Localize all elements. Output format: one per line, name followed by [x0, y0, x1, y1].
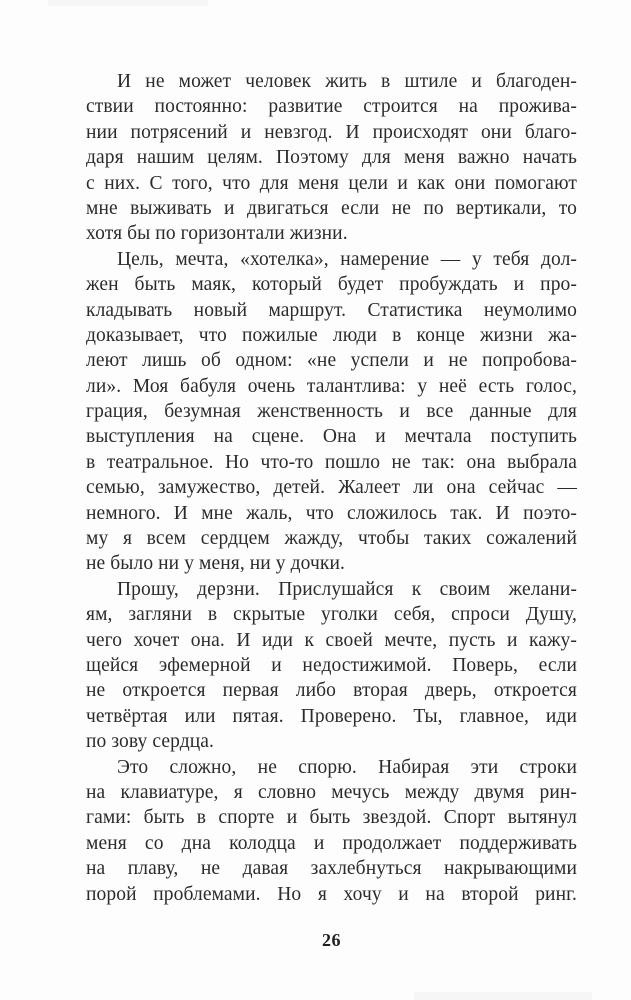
- paragraph: [86, 577, 577, 755]
- scan-artifact-top: [48, 0, 208, 6]
- text-line: в театральное. Но что-то пошло не так: она выбрала: [86, 451, 577, 473]
- text-line: жен быть маяк, который будет пробуждать и про-: [86, 274, 577, 296]
- text-line: порой проблемами. Но я хочу и на второй ринг.: [86, 883, 577, 905]
- text-line: кладывать новый маршрут. Статистика неумолимо: [86, 299, 577, 321]
- text-line: ли». Моя бабуля очень талантлива: у неё есть голос,: [86, 375, 577, 397]
- text-line: четвёртая или пятая. Проверено. Ты, главное, иди: [86, 705, 577, 727]
- text-line: грация, безумная женственность и все данные для: [86, 401, 577, 423]
- paragraph: [86, 69, 577, 247]
- text-block: [86, 69, 577, 907]
- scan-artifact-bottom: [414, 992, 592, 1000]
- text-line: ям, загляни в скрытые уголки себя, спроси Душу,: [86, 604, 577, 626]
- text-line: на плаву, не давая захлебнуться накрывающими: [86, 858, 577, 880]
- text-line: чего хочет она. И иди к своей мечте, пусть и кажу-: [86, 629, 577, 651]
- text-line: му я всем сердцем жажду, чтобы таких сожалений: [86, 528, 577, 550]
- text-line: ствии постоянно: развитие строится на прожива-: [86, 96, 577, 118]
- text-line: на клавиатуре, я словно мечусь между двумя рин-: [86, 781, 577, 803]
- text-line: немного. И мне жаль, что сложилось так. И поэто-: [86, 502, 577, 524]
- text-line: хотя бы по горизонтали жизни.: [86, 223, 348, 245]
- text-line: даря нашим целям. Поэтому для меня важно начать: [86, 147, 577, 169]
- text-line: доказывает, что пожилые люди в конце жизни жа-: [86, 324, 577, 346]
- text-line: щейся эфемерной и недостижимой. Поверь, если: [86, 654, 577, 676]
- text-line: выступления на сцене. Она и мечтала поступить: [86, 426, 577, 448]
- text-line: не было ни у меня, ни у дочки.: [86, 553, 345, 575]
- page-number: 26: [322, 930, 341, 950]
- text-line: Прошу, дерзни. Прислушайся к своим желани-: [117, 578, 577, 600]
- text-line: с них. С того, что для меня цели и как они помогают: [86, 172, 577, 194]
- text-line: И не может человек жить в штиле и благоден-: [117, 71, 577, 92]
- text-line: по зову сердца.: [86, 731, 214, 753]
- text-line: Это сложно, не спорю. Набирая эти строки: [117, 756, 577, 778]
- paragraph: [86, 755, 577, 907]
- text-line: семью, замужество, детей. Жалеет ли она сейчас —: [86, 477, 577, 499]
- text-line: нии потрясений и невзгод. И происходят они благо-: [86, 121, 577, 143]
- text-line: леют лишь об одном: «не успели и не попробова-: [86, 350, 577, 372]
- text-line: мне выживать и двигаться если не по вертикали, то: [86, 197, 577, 219]
- paragraph: [86, 247, 577, 577]
- text-line: Цель, мечта, «хотелка», намерение — у тебя дол-: [117, 248, 577, 270]
- text-line: гами: быть в спорте и быть звездой. Спорт вытянул: [86, 807, 577, 829]
- text-line: не откроется первая либо вторая дверь, откроется: [86, 680, 577, 702]
- text-line: меня со дна колодца и продолжает поддерживать: [86, 832, 577, 854]
